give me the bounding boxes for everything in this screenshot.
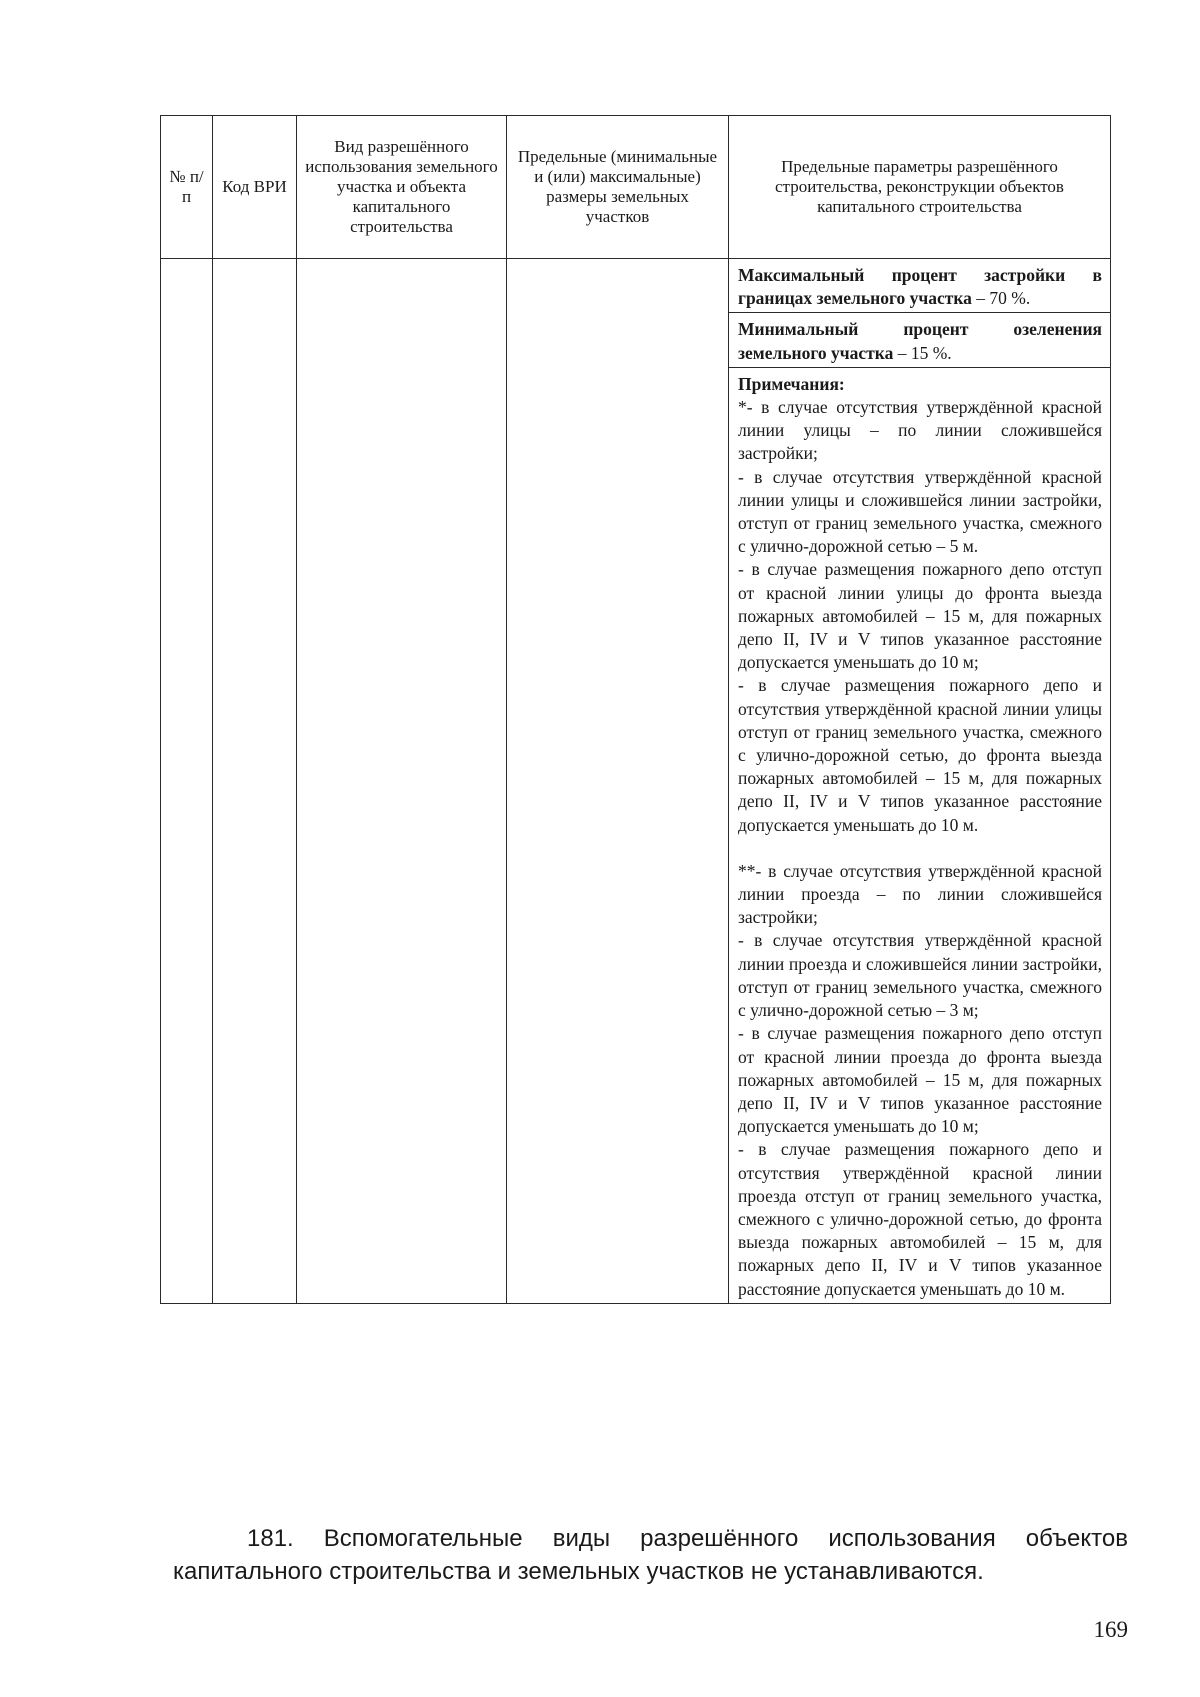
header-use-type: Вид разрешённого использования земельного участка и объекта капитального строительства	[297, 116, 507, 259]
cell-number-empty	[161, 259, 213, 1304]
header-code: Код ВРИ	[213, 116, 297, 259]
notes-list-driveway	[738, 860, 1102, 1301]
note-item: - в случае размещения пожарного депо и отсутствия утверждённой красной линии улицы отступ от границ земельного участка, смежного с улично-дорожной сетью, до фронта выезда пожарных автомобилей – 15 м, для пожарных депо II, IV и V типов указанное расстояние допускается уменьшать до 10 м.	[738, 675, 1102, 835]
cell-code-empty	[213, 259, 297, 1304]
table-row	[161, 259, 1111, 313]
regulation-table	[160, 115, 1111, 1304]
note-item: - в случае размещения пожарного депо и отсутствия утверждённой красной линии проезда отступ от границ земельного участка, смежного с улично-дорожной сетью, до фронта выезда пожарных автомобилей – 15 м, для пожарных депо II, IV и V типов указанное расстояние допускается уменьшать до 10 м.	[738, 1139, 1102, 1299]
param-min-greening-label: Минимальный процент озеленения земельного участка	[738, 319, 1102, 363]
note-item: - в случае отсутствия утверждённой красной линии проезда и сложившейся линии застройки, отступ от границ земельного участка, смежного с улично-дорожной сетью – 3 м;	[738, 930, 1102, 1021]
cell-use-type-empty	[297, 259, 507, 1304]
param-max-building-label: Максимальный процент застройки в границах земельного участка	[738, 265, 1102, 309]
param-min-greening-percent	[729, 313, 1111, 367]
note-item: - в случае размещения пожарного депо отступ от красной линии проезда до фронта выезда пожарных автомобилей – 15 м, для пожарных депо II, IV и V типов указанное расстояние допускается уменьшать до 10 м;	[738, 1023, 1102, 1137]
note-item: *- в случае отсутствия утверждённой красной линии улицы – по линии сложившейся застройки;	[738, 397, 1102, 464]
header-construction-params: Предельные параметры разрешённого строительства, реконструкции объектов капитального строительства	[729, 116, 1111, 259]
param-min-greening-value: – 15 %.	[893, 342, 952, 363]
param-max-building-percent	[729, 259, 1111, 313]
notes-title: Примечания:	[738, 373, 845, 394]
param-notes	[729, 367, 1111, 1303]
notes-spacer	[738, 837, 1102, 860]
cell-plot-sizes-empty	[507, 259, 729, 1304]
note-item: - в случае отсутствия утверждённой красной линии улицы и сложившейся линии застройки, отступ от границ земельного участка, смежного с улично-дорожной сетью – 5 м.	[738, 466, 1102, 557]
table-header-row	[161, 116, 1111, 259]
header-number: № п/п	[161, 116, 213, 259]
notes-list-street	[738, 396, 1102, 837]
header-plot-sizes: Предельные (минимальные и (или) максимальные) размеры земельных участков	[507, 116, 729, 259]
footer-paragraph: 181. Вспомогательные виды разрешённого использования объектов капитального строительства и земельных участков не устанавливаются.	[173, 1525, 1128, 1585]
param-max-building-value: – 70 %.	[971, 288, 1031, 309]
note-item: **- в случае отсутствия утверждённой красной линии проезда – по линии сложившейся застройки;	[738, 860, 1102, 928]
note-item: - в случае размещения пожарного депо отступ от красной линии улицы до фронта выезда пожарных автомобилей – 15 м, для пожарных депо II, IV и V типов указанное расстояние допускается уменьшать до 10 м;	[738, 559, 1102, 673]
page-number: 169	[1093, 1617, 1128, 1642]
